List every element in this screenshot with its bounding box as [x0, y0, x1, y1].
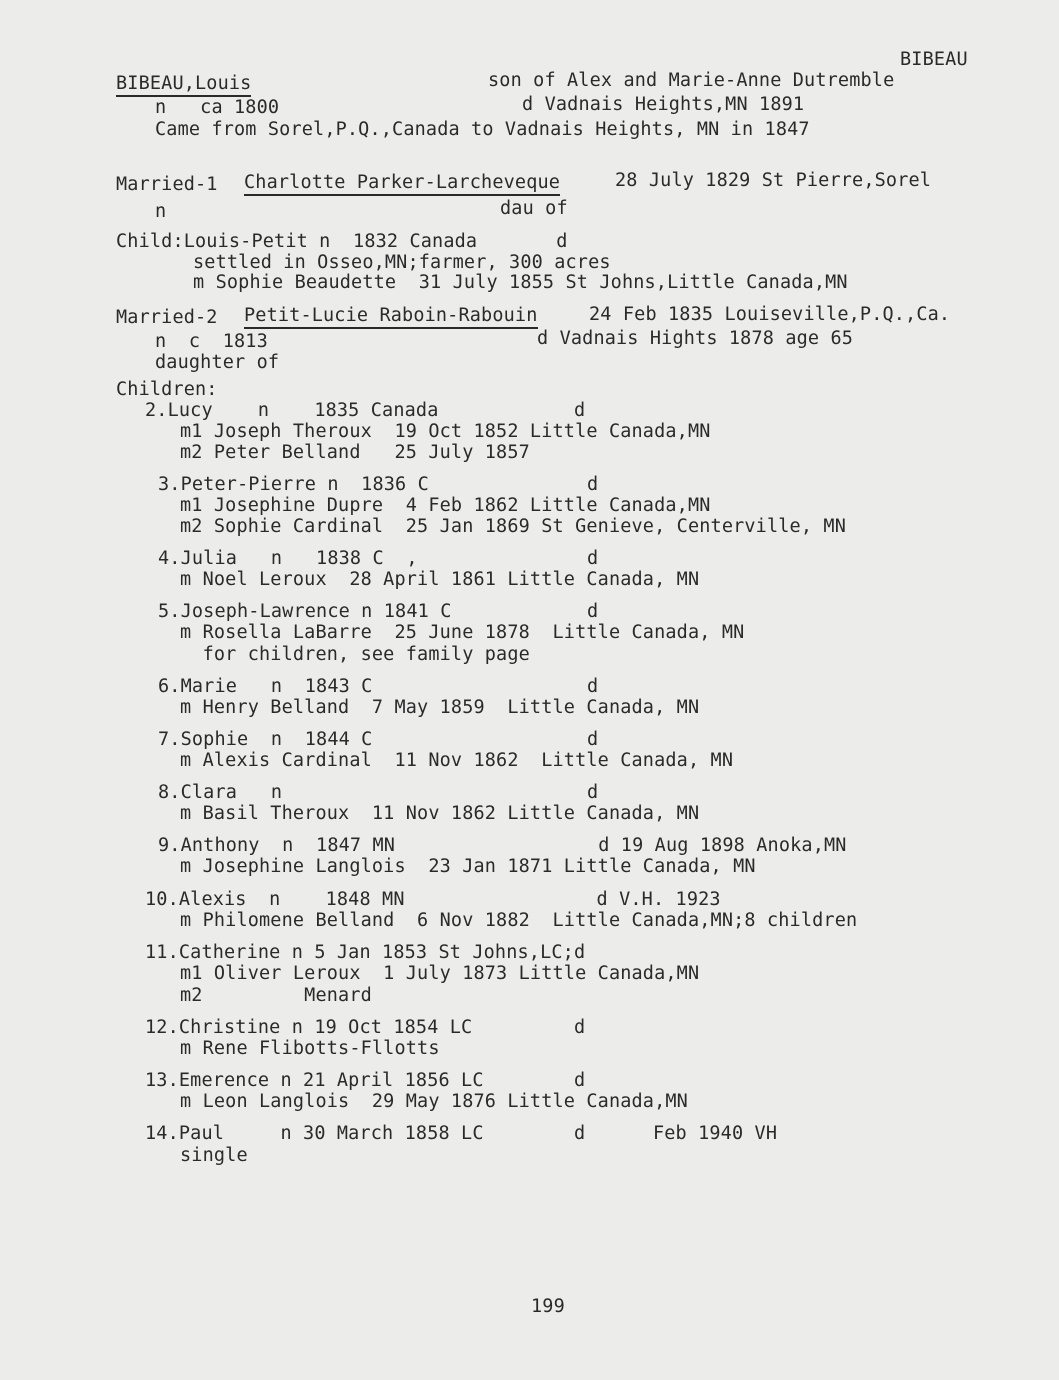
marriage1-child-note: settled in Osseo,MN;farmer, 300 acres [193, 252, 611, 273]
marriage1-birth: n [155, 201, 167, 222]
child-detail: m Basil Theroux 11 Nov 1862 Little Canada, MN [180, 803, 700, 824]
marriage2-parents: daughter of [155, 352, 280, 373]
marriage2-label: Married-2 [116, 307, 218, 328]
child-detail: for children, see family page [180, 644, 530, 665]
child-detail: single [180, 1145, 248, 1166]
marriage1-label: Married-1 [116, 174, 218, 195]
child-detail: m2 Menard [180, 985, 372, 1006]
child-line: 8.Clara n d [158, 782, 599, 803]
child-line: 10.Alexis n 1848 MN d V.H. 1923 [145, 889, 721, 910]
child-detail: m Rosella LaBarre 25 June 1878 Little Canada, MN [180, 622, 745, 643]
subject-name: BIBEAU,Louis [116, 73, 251, 97]
subject-death: d Vadnais Heights,MN 1891 [522, 94, 805, 115]
child-detail: m Philomene Belland 6 Nov 1882 Little Canada,MN;8 children [180, 910, 858, 931]
child-detail: m Josephine Langlois 23 Jan 1871 Little Canada, MN [180, 856, 756, 877]
surname-tag: BIBEAU [900, 49, 968, 70]
marriage2-birth: n c 1813 [155, 331, 268, 352]
child-detail: m Leon Langlois 29 May 1876 Little Canada,MN [180, 1091, 688, 1112]
marriage1-child: Child:Louis-Petit n 1832 Canada d [116, 231, 568, 252]
child-line: 4.Julia n 1838 C , d [158, 548, 599, 569]
subject-note: Came from Sorel,P.Q.,Canada to Vadnais Heights, MN in 1847 [155, 119, 810, 140]
child-detail: m1 Joseph Theroux 19 Oct 1852 Little Canada,MN [180, 421, 711, 442]
children-label: Children: [116, 379, 218, 400]
child-line: 6.Marie n 1843 C d [158, 676, 599, 697]
child-detail: m2 Peter Belland 25 July 1857 [180, 442, 530, 463]
child-line: 5.Joseph-Lawrence n 1841 C d [158, 601, 599, 622]
child-line: 12.Christine n 19 Oct 1854 LC d [145, 1017, 586, 1038]
child-detail: m1 Oliver Leroux 1 July 1873 Little Canada,MN [180, 963, 700, 984]
page-number: 199 [531, 1296, 565, 1317]
marriage1-parents: dau of [500, 198, 568, 219]
subject-birth: n ca 1800 [155, 97, 280, 118]
child-line: 14.Paul n 30 March 1858 LC d Feb 1940 VH [145, 1123, 778, 1144]
subject-parents: son of Alex and Marie-Anne Dutremble [488, 70, 895, 91]
child-line: 11.Catherine n 5 Jan 1853 St Johns,LC;d [145, 942, 586, 963]
child-line: 7.Sophie n 1844 C d [158, 729, 599, 750]
child-detail: m Rene Flibotts-Fllotts [180, 1038, 440, 1059]
marriage1-details: 28 July 1829 St Pierre,Sorel [615, 170, 932, 191]
marriage1-spouse: Charlotte Parker-Larcheveque [244, 172, 560, 196]
child-detail: m1 Josephine Dupre 4 Feb 1862 Little Canada,MN [180, 495, 711, 516]
marriage2-details: 24 Feb 1835 Louiseville,P.Q.,Ca. [589, 304, 951, 325]
child-line: 9.Anthony n 1847 MN d 19 Aug 1898 Anoka,MN [158, 835, 847, 856]
marriage1-child-marriage: m Sophie Beaudette 31 July 1855 St Johns,Little Canada,MN [193, 272, 848, 293]
child-line: 3.Peter-Pierre n 1836 C d [158, 474, 599, 495]
child-detail: m2 Sophie Cardinal 25 Jan 1869 St Genieve, Centerville, MN [180, 516, 846, 537]
marriage2-death: d Vadnais Hights 1878 age 65 [537, 328, 854, 349]
child-detail: m Alexis Cardinal 11 Nov 1862 Little Canada, MN [180, 750, 734, 771]
child-line: 2.Lucy n 1835 Canada d [145, 400, 586, 421]
child-detail: m Noel Leroux 28 April 1861 Little Canada, MN [180, 569, 700, 590]
marriage2-spouse: Petit-Lucie Raboin-Rabouin [244, 305, 538, 329]
child-line: 13.Emerence n 21 April 1856 LC d [145, 1070, 586, 1091]
child-detail: m Henry Belland 7 May 1859 Little Canada, MN [180, 697, 700, 718]
